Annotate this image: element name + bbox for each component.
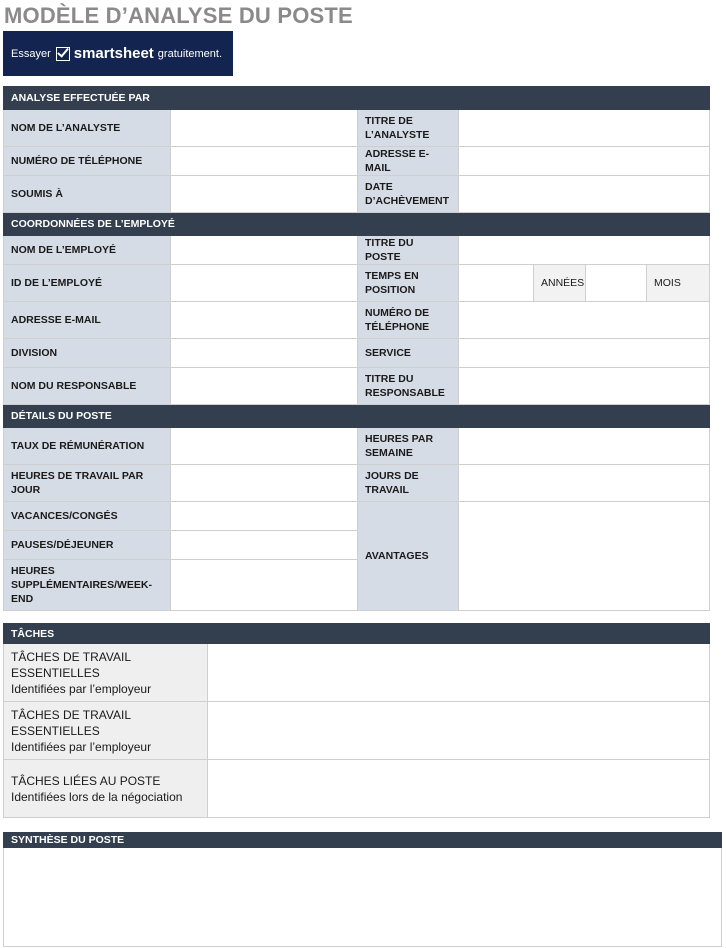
email-label: ADRESSE E-MAIL [358, 147, 459, 176]
page-title: MODÈLE D’ANALYSE DU POSTE [4, 3, 353, 28]
task-subtitle: Identifiées lors de la négociation [11, 789, 183, 804]
analyst-title-field[interactable] [459, 110, 710, 147]
pay-rate-label: TAUX DE RÉMUNÉRATION [4, 428, 171, 465]
task-row-label [4, 644, 208, 702]
section-employee-header: COORDONNÉES DE L’EMPLOYÉ [4, 213, 710, 236]
section-tasks-header: TÂCHES [4, 624, 710, 644]
time-in-position-label: TEMPS EN POSITION [358, 265, 459, 302]
section-job-header: DÉTAILS DU POSTE [4, 405, 710, 428]
summary-table [3, 832, 722, 947]
banner-post-text: gratuitement. [157, 47, 222, 60]
hours-day-field[interactable] [171, 465, 358, 502]
checkmark-icon [56, 47, 70, 61]
section-summary-header: SYNTHÈSE DU POSTE [4, 833, 722, 848]
email-field[interactable] [459, 147, 710, 176]
pay-rate-field[interactable] [171, 428, 358, 465]
submitted-to-label: SOUMIS À [4, 176, 171, 213]
department-label: SERVICE [358, 339, 459, 368]
task-field[interactable] [208, 702, 710, 760]
completion-date-label: DATE D’ACHÈVEMENT [358, 176, 459, 213]
employee-id-label: ID DE L’EMPLOYÉ [4, 265, 171, 302]
breaks-field[interactable] [171, 531, 358, 560]
submitted-to-field[interactable] [171, 176, 358, 213]
phone-field[interactable] [171, 147, 358, 176]
task-title: TÂCHES DE TRAVAIL ESSENTIELLES [11, 707, 131, 738]
overtime-field[interactable] [171, 560, 358, 611]
benefits-field[interactable] [459, 502, 710, 611]
section-analysis-header: ANALYSE EFFECTUÉE PAR [4, 87, 710, 110]
hours-day-label: HEURES DE TRAVAIL PAR JOUR [4, 465, 171, 502]
months-field[interactable] [586, 265, 647, 302]
task-subtitle: Identifiées par l’employeur [11, 739, 152, 754]
completion-date-field[interactable] [459, 176, 710, 213]
months-label: MOIS [647, 265, 710, 302]
analyst-title-label: TITRE DE L’ANALYSTE [358, 110, 459, 147]
department-field[interactable] [459, 339, 710, 368]
job-title-field[interactable] [459, 236, 710, 265]
manager-title-field[interactable] [459, 368, 710, 405]
employee-id-field[interactable] [171, 265, 358, 302]
division-field[interactable] [171, 339, 358, 368]
work-days-label: JOURS DE TRAVAIL [358, 465, 459, 502]
breaks-label: PAUSES/DÉJEUNER [4, 531, 171, 560]
hours-week-field[interactable] [459, 428, 710, 465]
smartsheet-trial-banner[interactable] [3, 31, 233, 76]
analyst-name-field[interactable] [171, 110, 358, 147]
tasks-table [3, 623, 710, 818]
task-title: TÂCHES LIÉES AU POSTE [11, 773, 161, 788]
employee-email-label: ADRESSE E-MAIL [4, 302, 171, 339]
employee-name-field[interactable] [171, 236, 358, 265]
years-field[interactable] [459, 265, 534, 302]
manager-title-label: TITRE DU RESPONSABLE [358, 368, 459, 405]
task-field[interactable] [208, 760, 710, 818]
analyst-name-label: NOM DE L’ANALYSTE [4, 110, 171, 147]
vacation-field[interactable] [171, 502, 358, 531]
division-label: DIVISION [4, 339, 171, 368]
employee-email-field[interactable] [171, 302, 358, 339]
hours-week-label: HEURES PAR SEMAINE [358, 428, 459, 465]
phone-label: NUMÉRO DE TÉLÉPHONE [4, 147, 171, 176]
task-field[interactable] [208, 644, 710, 702]
manager-name-label: NOM DU RESPONSABLE [4, 368, 171, 405]
banner-pre-text: Essayer [11, 47, 51, 60]
benefits-label: AVANTAGES [358, 502, 459, 611]
overtime-label: HEURES SUPPLÉMENTAIRES/WEEK-END [4, 560, 171, 611]
job-analysis-form [3, 86, 710, 611]
job-title-label: TITRE DU POSTE [358, 236, 459, 265]
employee-phone-label: NUMÉRO DE TÉLÉPHONE [358, 302, 459, 339]
task-row-label [4, 760, 208, 818]
brand-logo-text: smartsheet [73, 45, 154, 62]
employee-name-label: NOM DE L’EMPLOYÉ [4, 236, 171, 265]
vacation-label: VACANCES/CONGÉS [4, 502, 171, 531]
manager-name-field[interactable] [171, 368, 358, 405]
employee-phone-field[interactable] [459, 302, 710, 339]
task-row-label [4, 702, 208, 760]
task-subtitle: Identifiées par l’employeur [11, 681, 152, 696]
summary-field[interactable] [4, 848, 722, 947]
task-title: TÂCHES DE TRAVAIL ESSENTIELLES [11, 649, 131, 680]
years-label: ANNÉES [534, 265, 586, 302]
work-days-field[interactable] [459, 465, 710, 502]
